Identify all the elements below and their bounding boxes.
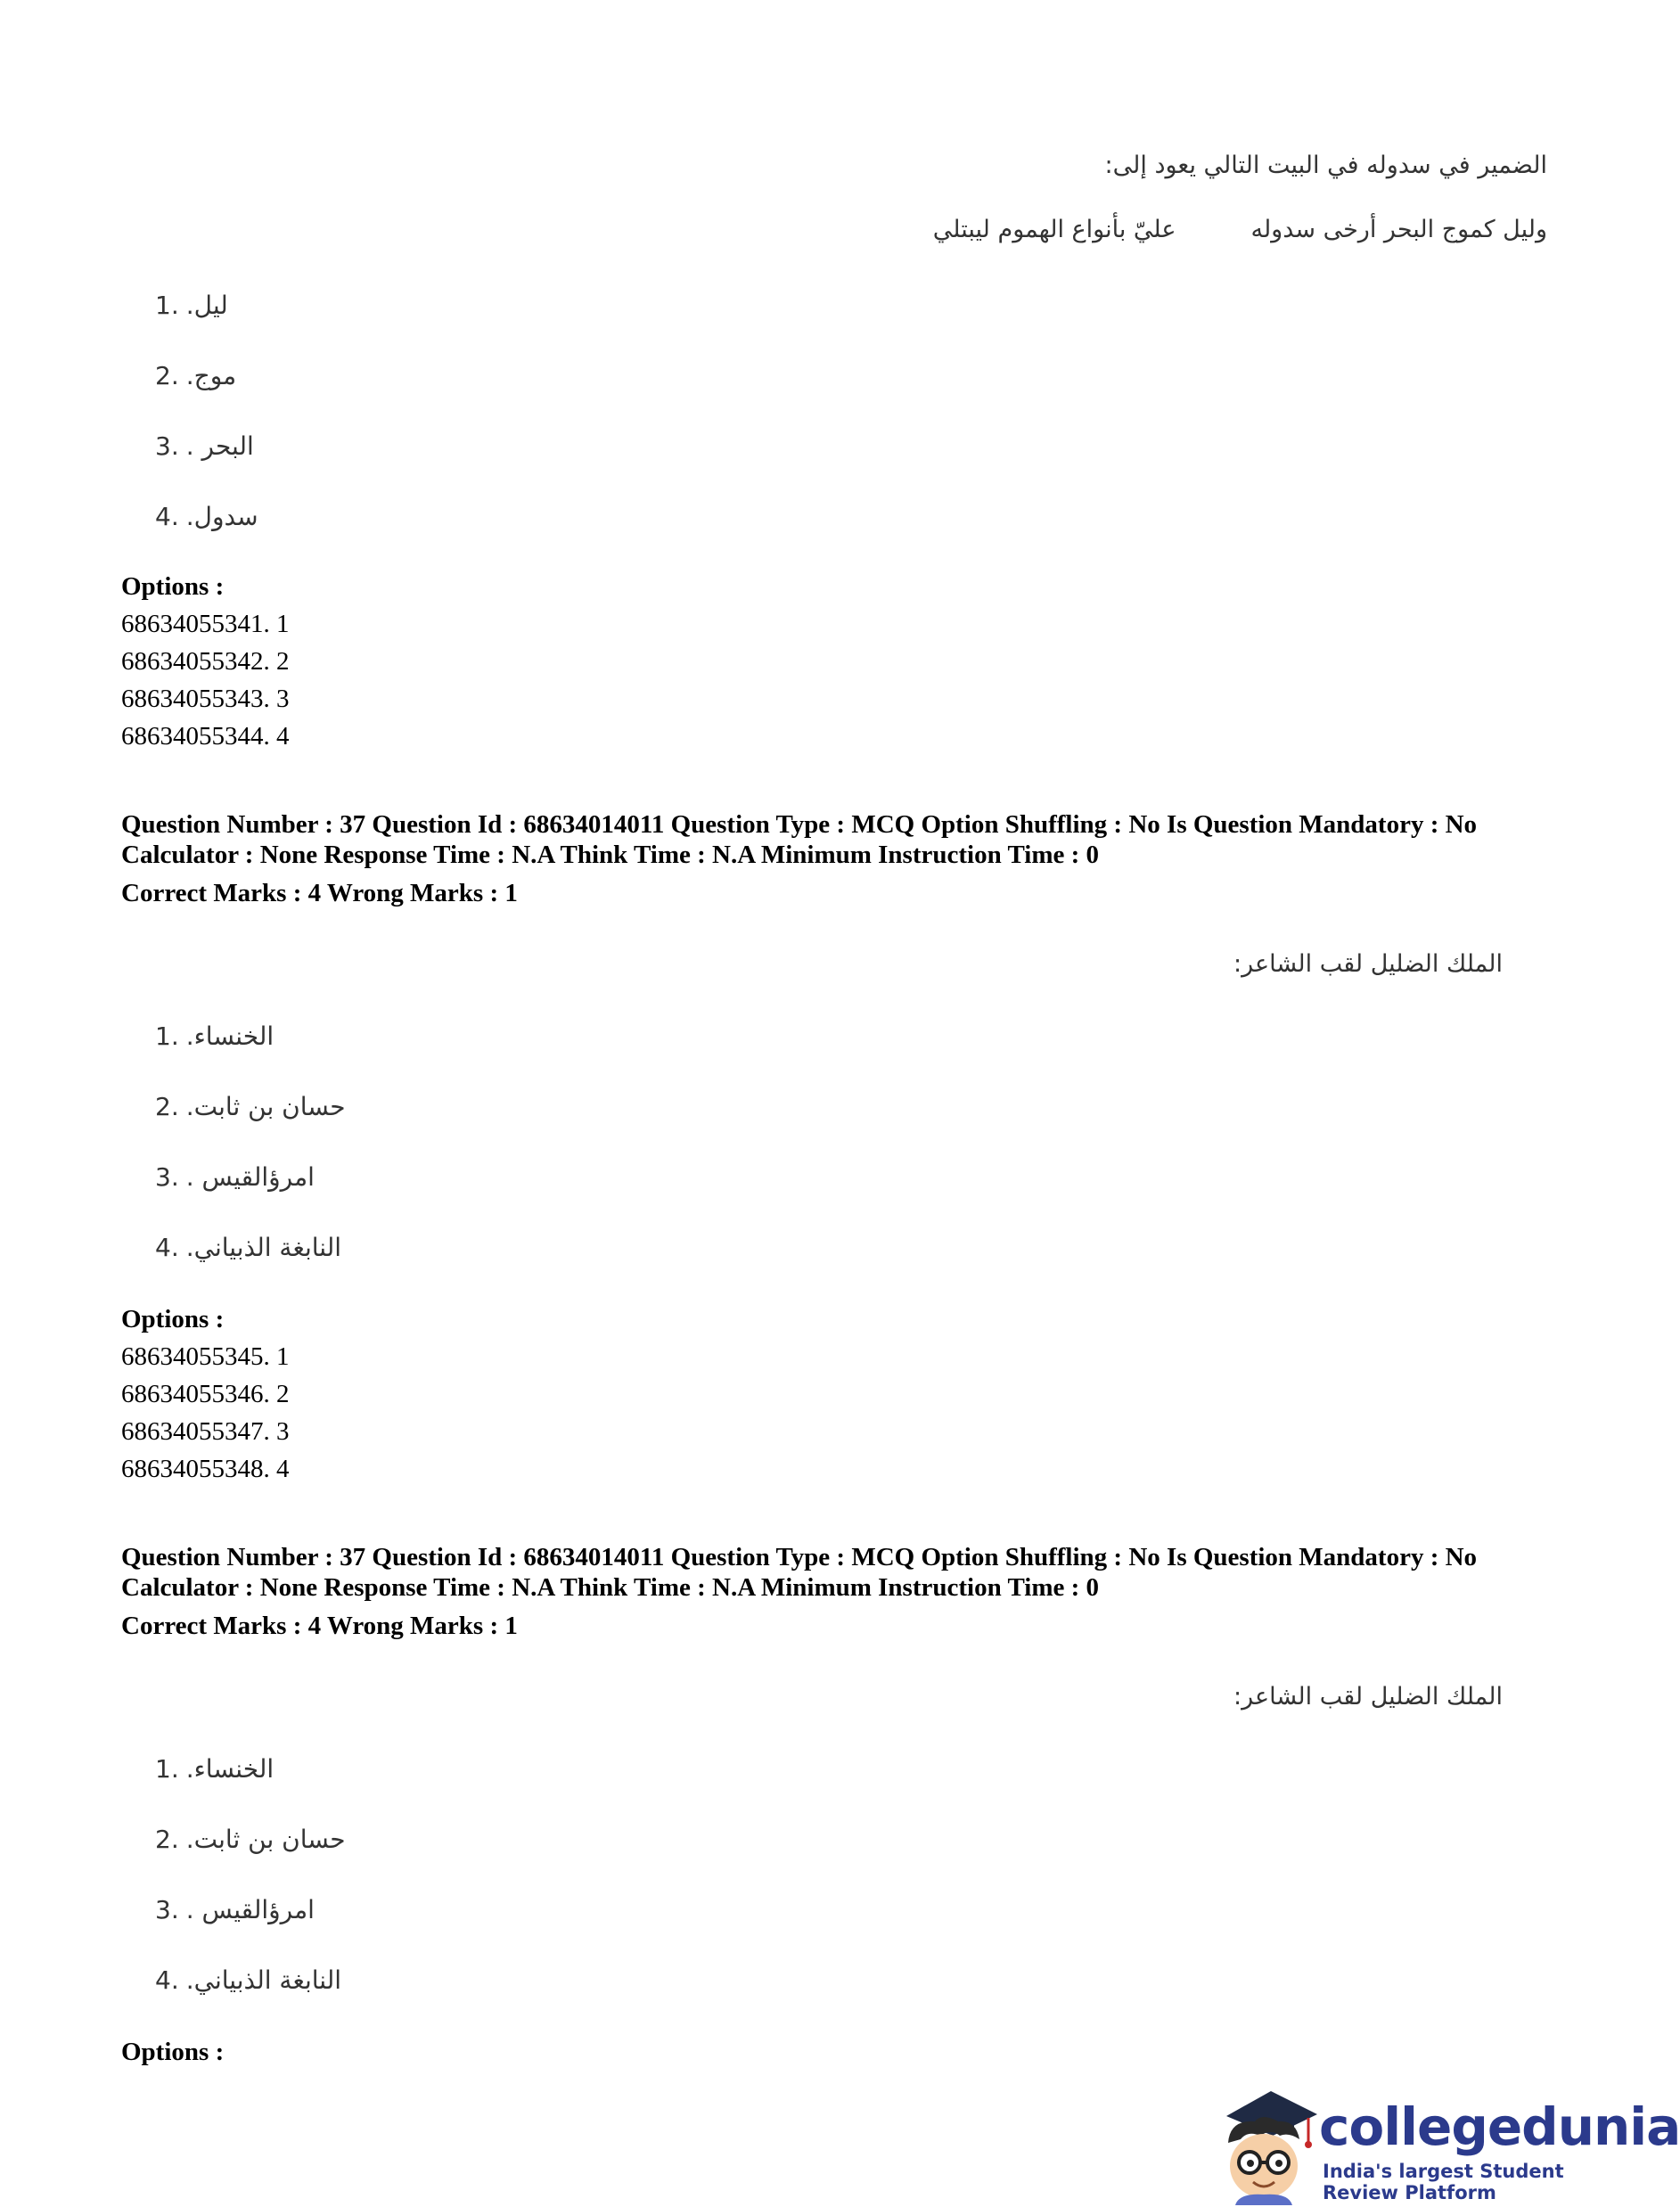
option-id: 68634055348. 4 bbox=[121, 1455, 290, 1483]
student-mascot-icon bbox=[1209, 2080, 1324, 2205]
question-3-meta: Question Number : 37 Question Id : 68634014011 Question Type : MCQ Option Shuffling : No Is Question Mandatory : No Calculator : None Response Time : N.A Think Time : N.A Minimum Instruction Time : 0 bbox=[121, 1543, 1478, 1602]
question-3-stem: الملك الضليل لقب الشاعر: bbox=[1233, 1683, 1503, 1711]
option-id: 68634055345. 1 bbox=[121, 1342, 290, 1371]
choice-item: 3. امرؤالقيس . bbox=[155, 1895, 315, 1924]
options-heading: Options : bbox=[121, 1305, 225, 1333]
option-id: 68634055346. 2 bbox=[121, 1380, 290, 1408]
option-id: 68634055343. 3 bbox=[121, 685, 290, 713]
option-id: 68634055342. 2 bbox=[121, 647, 290, 676]
question-2-stem: الملك الضليل لقب الشاعر: bbox=[1233, 950, 1503, 978]
options-heading: Options : bbox=[121, 2038, 225, 2066]
choice-item: 4. النابغة الذبياني. bbox=[155, 1965, 342, 1995]
choice-item: 3. البحر . bbox=[155, 431, 254, 461]
choice-item: 2. حسان بن ثابت. bbox=[155, 1092, 346, 1121]
verse-second-hemistich: عليّ بأنواع الهموم ليبتلي bbox=[932, 216, 1176, 243]
choice-item: 2. حسان بن ثابت. bbox=[155, 1825, 346, 1854]
question-3-marks: Correct Marks : 4 Wrong Marks : 1 bbox=[121, 1612, 518, 1640]
verse-first-hemistich: وليل كموج البحر أرخى سدوله bbox=[1250, 216, 1547, 243]
choice-item: 4. سدول. bbox=[155, 502, 258, 531]
question-1-verse bbox=[933, 216, 1547, 243]
choice-item: 1. الخنساء. bbox=[155, 1754, 275, 1784]
option-id: 68634055341. 1 bbox=[121, 610, 290, 638]
logo-tagline: India's largest Student Review Platform bbox=[1323, 2161, 1564, 2203]
option-id: 68634055344. 4 bbox=[121, 722, 290, 751]
logo-wordmark: collegedunia bbox=[1319, 2096, 1680, 2157]
options-heading: Options : bbox=[121, 572, 225, 601]
choice-item: 3. امرؤالقيس . bbox=[155, 1162, 315, 1192]
choice-item: 4. النابغة الذبياني. bbox=[155, 1233, 342, 1262]
question-2-marks: Correct Marks : 4 Wrong Marks : 1 bbox=[121, 879, 518, 907]
collegedunia-logo bbox=[1209, 2080, 1680, 2205]
question-1-stem: الضمير في سدوله في البيت التالي يعود إلى: bbox=[1104, 152, 1547, 179]
choice-item: 2. موج. bbox=[155, 361, 237, 390]
option-id: 68634055347. 3 bbox=[121, 1417, 290, 1446]
choice-item: 1. الخنساء. bbox=[155, 1021, 275, 1051]
choice-item: 1. ليل. bbox=[155, 291, 228, 320]
question-2-meta: Question Number : 37 Question Id : 68634014011 Question Type : MCQ Option Shuffling : No Is Question Mandatory : No Calculator : None Response Time : N.A Think Time : N.A Minimum Instruction Time : 0 bbox=[121, 810, 1478, 869]
